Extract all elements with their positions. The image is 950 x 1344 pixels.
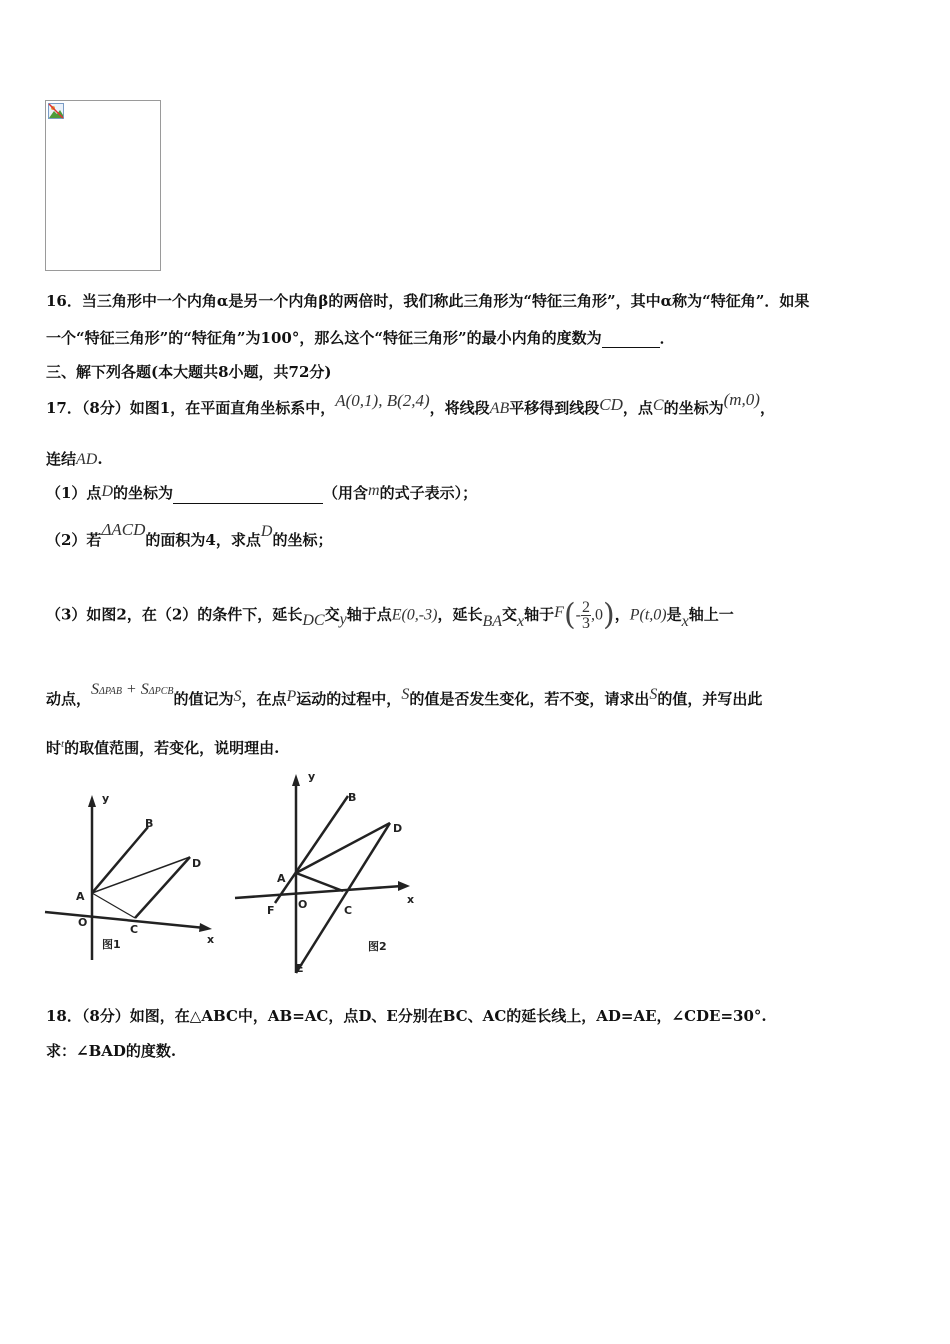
neg-sign: - (575, 606, 581, 624)
q17-intro-b: ，将线段 (429, 399, 490, 417)
section-title: 三、解下列各题(本大题共8小题，共72分) (46, 363, 332, 381)
fig2-x-axis (235, 886, 402, 898)
q17-p3-l2-e: 的值是否发生变化，若不变，请求出 (409, 690, 650, 708)
q17-p3-l3-a: 时 (46, 739, 62, 757)
q17-part2 (46, 520, 333, 551)
answer-blank (602, 347, 660, 348)
broken-image-icon (48, 103, 64, 119)
q17-line2-a: 连结 (46, 450, 77, 468)
triangle-acd: ΔACD (101, 520, 146, 539)
s1: S (91, 681, 100, 698)
fig1-label-y: y (102, 792, 110, 805)
fig2-label-y: y (308, 770, 316, 783)
q17-p3-a: （3）如图2，在（2）的条件下，延长 (46, 605, 303, 624)
var-s-2: S (401, 686, 410, 703)
fig2-label-e: E (296, 962, 304, 975)
plus-sign: + (121, 681, 141, 698)
q17-p3-g: ， (614, 605, 630, 624)
fig1-y-arrow (88, 795, 96, 807)
q16-line2 (46, 328, 675, 348)
fig2-line-fb (275, 796, 348, 903)
var-s: S (233, 688, 242, 705)
point-e-coord: E(0,-3) (391, 606, 438, 624)
s2: S (140, 681, 149, 698)
q16-line2-text: 一个“特征三角形”的“特征角”为100°，那么这个“特征三角形”的最小内角的度数为 (46, 329, 602, 347)
q17-p1-b: 的坐标为 (113, 484, 174, 502)
q17-part3-line2 (46, 681, 763, 712)
q17-part3-line3 (46, 738, 279, 760)
axis-y: y (339, 610, 347, 628)
fig1-segment-ac (92, 893, 135, 918)
fig1-x-arrow (199, 923, 212, 932)
fig1-label-x: x (207, 933, 215, 946)
q17-p2-b: 的面积为4，求点 (145, 531, 261, 549)
fig2-label-x: x (407, 893, 415, 906)
point-d-2: D (260, 523, 273, 540)
q17-intro-c: 平移得到线段 (509, 399, 600, 417)
fig1-label-a: A (76, 890, 85, 903)
var-m: m (368, 482, 380, 499)
fraction (581, 600, 591, 631)
q16-line2-end: ． (659, 329, 675, 347)
q17-part1 (46, 483, 477, 504)
fig2-label-c: C (344, 904, 353, 917)
s2-sub: ΔPCB (148, 686, 174, 697)
fig2-segment-ad (296, 823, 390, 873)
q17-p3-l2-d: 运动的过程中， (296, 690, 402, 708)
var-t: t (61, 738, 65, 750)
q17-p3-d: ，延长 (437, 605, 483, 624)
fig2-label-f: F (267, 904, 275, 917)
q17-line2-b: . (97, 450, 103, 468)
q17-p3-f: 轴于 (524, 605, 555, 624)
q17-p3-l3-b: 的取值范围，若变化，说明理由. (64, 739, 280, 757)
fig1-label-b: B (145, 817, 154, 830)
fig1-segment-cd (135, 857, 190, 918)
point-c: C (652, 397, 664, 414)
fig1-x-axis (45, 912, 205, 928)
point-f: F (554, 603, 564, 621)
q17-intro (46, 390, 775, 419)
fig1-label-d: D (192, 857, 202, 870)
q17-p1-a: （1）点 (46, 484, 102, 502)
segment-ad: AD (76, 451, 98, 468)
q17-p3-c: 轴于点 (346, 605, 392, 624)
q17-part3 (46, 597, 734, 633)
point-d: D (101, 483, 113, 500)
fig2-label-b: B (348, 791, 357, 804)
q17-p2-c: 的坐标； (272, 531, 333, 549)
fraction-num: 2 (582, 599, 590, 616)
figure-1 (40, 785, 230, 965)
q17-intro-f: ， (759, 399, 775, 417)
segment-ba: BA (482, 612, 503, 630)
point-p-coord: P(t,0) (629, 606, 667, 624)
fig2-segment-ac (296, 873, 343, 891)
coord-c: (m,0) (723, 390, 760, 409)
fig1-lines (45, 803, 205, 960)
fig2-y-arrow (292, 774, 300, 786)
fig1-label-o: O (78, 916, 88, 929)
fig2-label-o: O (298, 898, 308, 911)
right-paren: ) (603, 597, 615, 633)
q17-p3-l2-c: ，在点 (241, 690, 287, 708)
fig2-label-a: A (277, 872, 286, 885)
q18-line2: 求：∠BAD的度数. (46, 1042, 177, 1060)
q17-p3-l2-f: 的值，并写出此 (657, 690, 763, 708)
broken-image-placeholder (45, 100, 161, 271)
axis-x-2: x (681, 612, 689, 630)
expr-sum (91, 681, 173, 698)
q17-line2 (46, 449, 103, 470)
var-s-3: S (649, 686, 658, 703)
fig1-caption: 图1 (102, 938, 121, 951)
q17-p1-d: 的式子表示）； (379, 484, 478, 502)
segment-cd: CD (599, 395, 623, 414)
q17-intro-d: ，点 (622, 399, 653, 417)
axis-x: x (517, 612, 525, 630)
s1-sub: ΔPAB (99, 686, 122, 697)
q18-line1: 18．（8分）如图，在△ABC中，AB=AC，点D、E分别在BC、AC的延长线上，AD=AE，∠CDE=30°. (46, 1007, 767, 1025)
q17-p1-c: （用含 (323, 484, 369, 502)
q17-p3-i: 轴上一 (688, 605, 734, 624)
fig2-x-arrow (398, 881, 410, 891)
segment-dc: DC (302, 611, 325, 629)
segment-ab: AB (489, 400, 510, 417)
fig2-caption: 图2 (368, 940, 387, 953)
q16-line1: 16．当三角形中一个内角α是另一个内角β的两倍时，我们称此三角形为“特征三角形”，其中α称为“特征角”．如果 (46, 292, 810, 310)
answer-blank-d (173, 503, 323, 504)
q17-p2-a: （2）若 (46, 531, 102, 549)
q17-p3-h: 是 (666, 605, 682, 624)
q17-intro-a: 17．（8分）如图1，在平面直角坐标系中， (46, 399, 336, 417)
fig1-label-c: C (130, 923, 139, 936)
fig2-label-d: D (393, 822, 403, 835)
q17-p3-l2-b: 的值记为 (173, 690, 234, 708)
left-paren: ( (563, 597, 576, 633)
q17-p3-l2-a: 动点， (46, 690, 92, 708)
q17-p3-e2: 交 (502, 605, 518, 624)
coords-ab: A(0,1), B(2,4) (335, 391, 430, 410)
point-p: P (286, 688, 297, 705)
q17-p3-b: 交 (324, 605, 340, 624)
coord-zero: ,0 (591, 606, 603, 624)
figure-2 (230, 768, 425, 978)
q17-intro-e: 的坐标为 (663, 399, 724, 417)
fraction-den: 3 (582, 615, 590, 632)
